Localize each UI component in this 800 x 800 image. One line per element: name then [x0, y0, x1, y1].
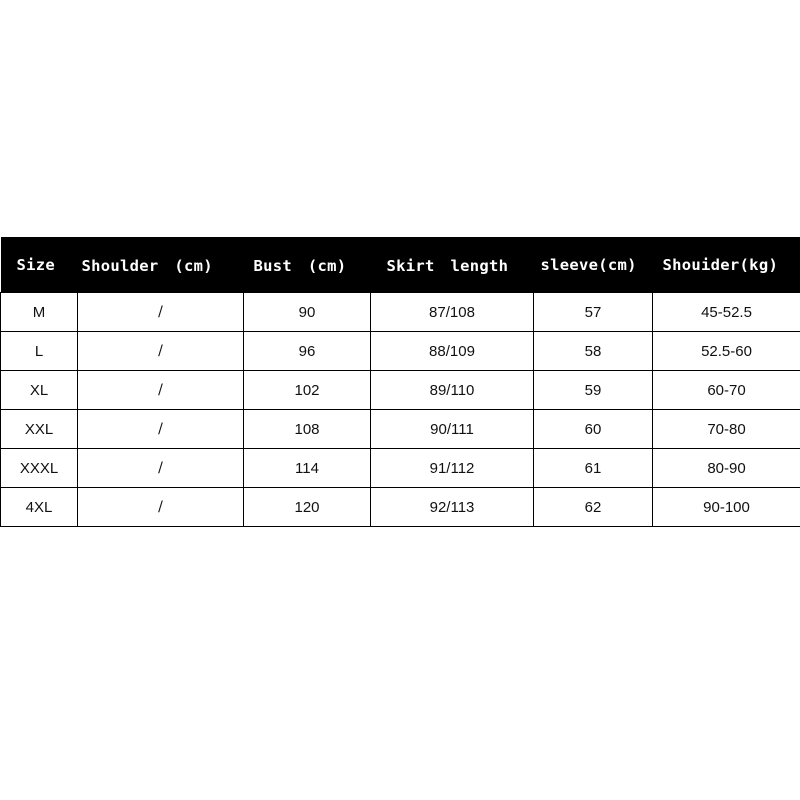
header-skirt-length: Skirt length	[371, 237, 534, 293]
cell-size: 4XL	[1, 488, 78, 527]
cell-weight: 90-100	[653, 488, 800, 527]
cell-bust: 90	[244, 293, 371, 332]
cell-weight: 45-52.5	[653, 293, 800, 332]
cell-size: L	[1, 332, 78, 371]
cell-sleeve: 61	[534, 449, 653, 488]
cell-bust: 108	[244, 410, 371, 449]
cell-skirt-length: 89/110	[371, 371, 534, 410]
cell-skirt-length: 90/111	[371, 410, 534, 449]
cell-size: XXXL	[1, 449, 78, 488]
cell-sleeve: 62	[534, 488, 653, 527]
cell-shoulder: /	[78, 332, 244, 371]
table-row	[1, 371, 800, 410]
cell-sleeve: 57	[534, 293, 653, 332]
cell-bust: 96	[244, 332, 371, 371]
header-size: Size	[1, 237, 78, 293]
cell-skirt-length: 87/108	[371, 293, 534, 332]
cell-weight: 80-90	[653, 449, 800, 488]
header-bust: Bust (cm)	[244, 237, 371, 293]
table-header-row	[1, 237, 800, 293]
cell-size: M	[1, 293, 78, 332]
header-sleeve: sleeve(cm)	[534, 237, 653, 293]
cell-bust: 120	[244, 488, 371, 527]
cell-bust: 114	[244, 449, 371, 488]
cell-size: XXL	[1, 410, 78, 449]
cell-weight: 52.5-60	[653, 332, 800, 371]
table-row	[1, 488, 800, 527]
table-row	[1, 410, 800, 449]
cell-sleeve: 59	[534, 371, 653, 410]
cell-shoulder: /	[78, 410, 244, 449]
cell-shoulder: /	[78, 371, 244, 410]
table-row	[1, 332, 800, 371]
size-chart-table	[0, 237, 800, 527]
cell-shoulder: /	[78, 293, 244, 332]
header-shoulder: Shoulder (cm)	[78, 237, 244, 293]
cell-sleeve: 60	[534, 410, 653, 449]
cell-size: XL	[1, 371, 78, 410]
cell-shoulder: /	[78, 449, 244, 488]
table-row	[1, 293, 800, 332]
cell-shoulder: /	[78, 488, 244, 527]
cell-skirt-length: 91/112	[371, 449, 534, 488]
cell-weight: 60-70	[653, 371, 800, 410]
cell-bust: 102	[244, 371, 371, 410]
cell-skirt-length: 92/113	[371, 488, 534, 527]
table-row	[1, 449, 800, 488]
cell-sleeve: 58	[534, 332, 653, 371]
header-weight: Shouider(kg)	[653, 237, 800, 293]
cell-skirt-length: 88/109	[371, 332, 534, 371]
cell-weight: 70-80	[653, 410, 800, 449]
